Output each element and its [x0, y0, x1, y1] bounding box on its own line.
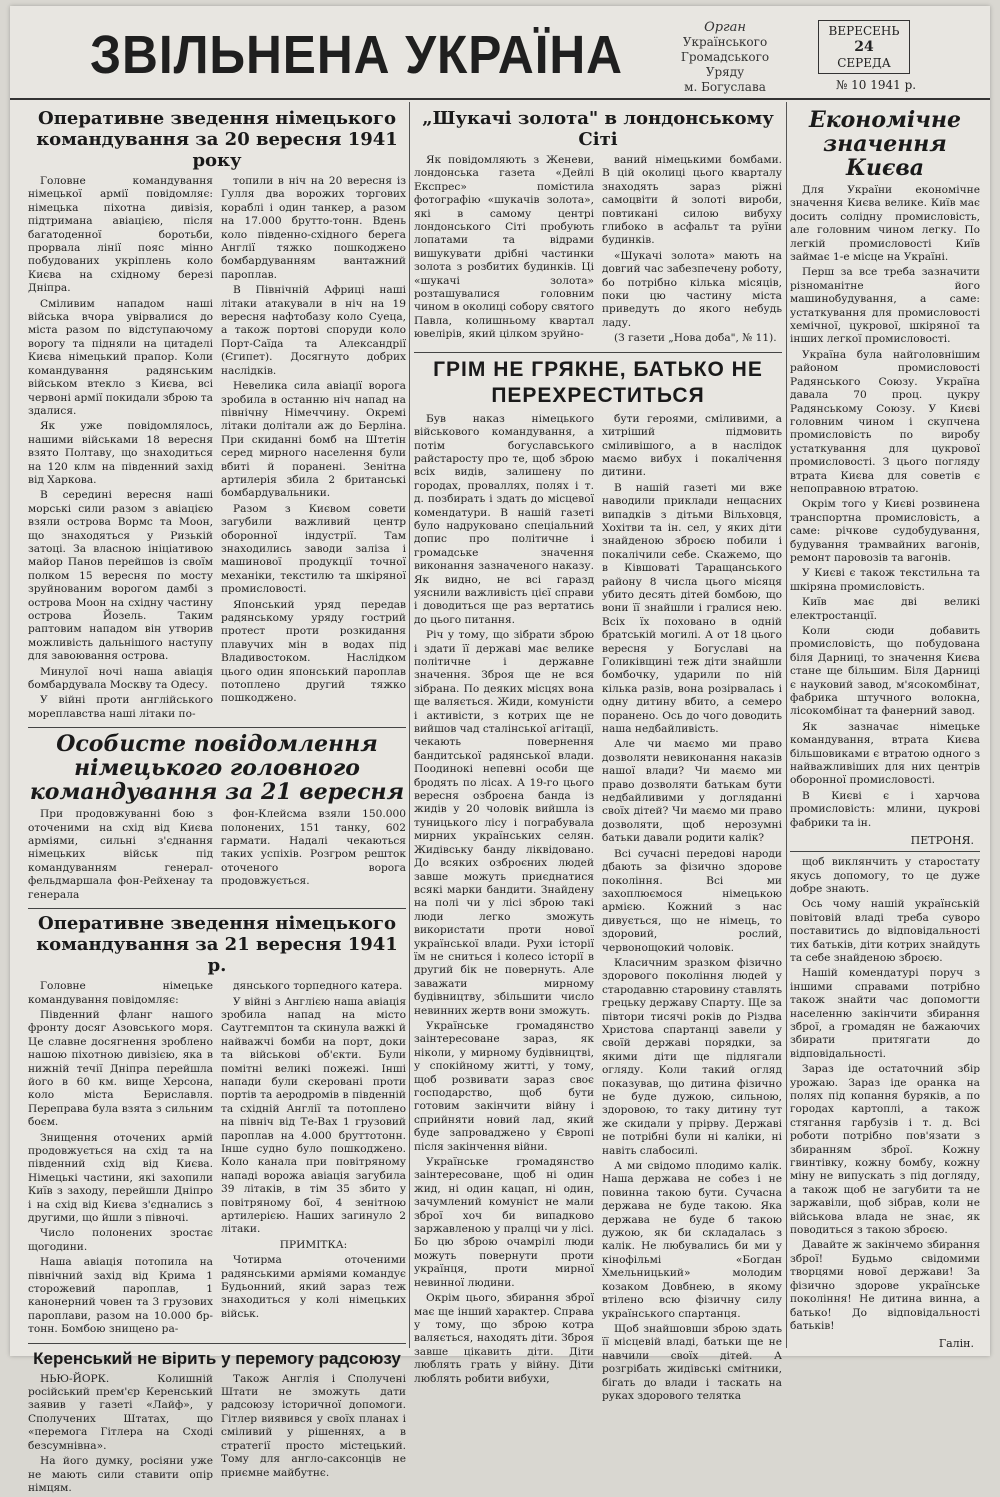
article [790, 108, 980, 847]
paragraph: Українське громадянство заінтересоване зараз, як ніколи, у мирному будівництві, у спокійному житті, у тому, щоб розвивати зараз своє господарство, щоб бути готовим закінчити війну і сприйняти новий лад, який буде запроваджено у Європі після закінчення війни. [414, 1019, 594, 1153]
article [28, 1348, 406, 1497]
paragraph: Японський уряд передав радянському уряду гострий протест проти розкидання плавучих мін в водах під Владивостоком. Наслідком цього один японський пароплав потоплено другий тяжко пошкоджено. [221, 598, 406, 705]
paragraph: Київ має дві великі електростанції. [790, 596, 980, 622]
paragraph: Зараз іде остаточний збір урожаю. Зараз іде оранка на полях під копання буряків, а по городах картоплі, а також стягання гарбузів і т. д. Всі роботи потрібно пов'язати з збиранням зброї. Кожну гвинтівку, кожну бомбу, кожну міну не випускать з під догляду, а також щоб не загубити та не заржавіли, щоб зібрав, коли не військова влада не знає, як поводиться з такою зброєю. [790, 1063, 980, 1237]
paragraph: В Північній Африці наші літаки атакували в ніч на 19 вересня нафтобазу коло Суеца, а також портові споруди коло Порт-Саїда та Александрії (Єгипет). Досягнуто добрих наслідків. [221, 284, 406, 377]
article [414, 108, 782, 348]
paragraph: Був наказ німецького військового командування, а потім богуславського райстаросту про те, щоб зброю всіх видів, залишену по городах, проваллях, полях і т. д. позбирать і здать до місцевої комендатури. В нашій газеті було надруковано спеціальний допис про політичне і громадське значення виконання зазначеного наказу. Як видно, не всі гаразд уяснили важливість цієї справи і доводиться ще раз вертатись до цього питання. [414, 412, 594, 626]
column-middle [414, 104, 782, 1402]
article-headline: ГРІМ НЕ ГРЯКНЕ, БАТЬКО НЕ ПЕРЕХРЕСТИТЬСЯ [433, 357, 763, 407]
author-signature: ПЕТРОНЯ. [910, 834, 974, 848]
paragraph: В Києві є і харчова промисловість: млини, цукрові фабрики та ін. [790, 789, 980, 829]
paragraph: Окрім того у Києві розвинена транспортна промисловість, а саме: річкове судобудування, будування трамвайних вагонів, ремонт паровозів та вагонів. [790, 498, 980, 564]
note-heading: ПРИМІТКА: [279, 1238, 348, 1251]
article-body [28, 980, 213, 1339]
rule [28, 1343, 406, 1344]
article-headline: Керенський не вірить у перемогу радсоюзу [33, 1348, 401, 1368]
article-body [28, 1373, 213, 1497]
paragraph: Але чи маємо ми право дозволяти невиконання наказів нашої влади? Чи маємо ми право дозволяти батькам бути недбайливими у догляданні своїх дітей? Чи маємо ми право дозволяти, щоб нерозумні батьки давали родити калік? [602, 738, 782, 845]
paragraph: Коли сюди добавить промисловість, що побудована біля Дарниці, то значення Києва стане ще більшим. Біля Дарниці є науковий завод, м'ясокомбінат, фабрика штучного волокна, лісокомбінат та фанерний завод. [790, 625, 980, 718]
masthead [10, 6, 990, 100]
paragraph: При продовжуванні бою з оточеними на схід від Києва арміями, сильні з'єднання німецьких військ під командуванням генерал-фельдмаршала фон-Рейхенау та генерала [28, 808, 213, 901]
paragraph: В нашій газеті ми вже наводили приклади нещасних випадків з дітьми Вільховця, Хохітви та ін. сел, у яких діти знайденою зброєю побили і покалічили себе. Скажемо, що в Ківшоваті Таращанського району 8 числа цього місяця убито десять дітей бомбою, що вони її знайшли і гралися нею. Всіх їх поховано в одній братській могилі. А от 18 цього вересня у Богуславі на Голиківщині теж діти знайшли бомбочку, ударили по ній кілька разів, вона розірвалась і одну дитину вбито, а семеро поранено. Ось до чого доводить наша недбайливість. [602, 481, 782, 736]
article-body [28, 808, 213, 904]
paragraph: У Києві є також текстильна та шкіряна промисловість. [790, 567, 980, 593]
column-divider [786, 102, 787, 1348]
paragraph: Щоб знайшовши зброю здать її місцевій владі, батьки ще не навчили своїх дітей. А розгрібать жидівські смітники, бігать до влади і таскать на руках здорового телятка [602, 1322, 782, 1402]
paragraph: Як зазначає німецьке командування, втрата Києва більшовиками є втратою одного з найважливіших для них центрів оборонної промисловості. [790, 720, 980, 787]
paragraph: Також Англія і Сполучені Штати не зможуть дати радсоюзу історичної допомоги. Гітлер виявився у своїх планах і сміливий у рішеннях, а в стратегії просто містецький. Тому для англо-саксонців не приємне майбутнє. [221, 1372, 406, 1479]
article-headline: Економічне значення Києва [808, 107, 962, 181]
paragraph: Невелика сила авіації ворога зробила в останню ніч напад на північну Німеччину. Окремі літаки долітали аж до Берліна. При скиданні бомб на Штетін серед мирного населення були вбиті й поранені. Зенітна артилерія збила 2 британські бомбардувальники. [221, 380, 406, 500]
rule [28, 908, 406, 909]
author-signature: Галін. [938, 1337, 974, 1351]
paragraph: Наша авіація потопила на північний захід від Крима 1 сторожевий пароплав, 1 канонерний човен та 3 грузових пароплави, разом на 10.000 бр-тонн. Бомбою знищено ра- [28, 1256, 213, 1336]
paragraph: А ми свідомо плодимо калік. Наша держава не собез і не повинна такою бути. Сучасна держава не буде такою. Яка держава не буде б такою дужою, як би складалась з калік. Не любувались би ми у кінофільмі «Богдан Хмельницький» молодим козаком Довбнею, в якому втілено всю фізичну силу українського спартанця. [602, 1160, 782, 1320]
paragraph: Минулої ночі наша авіація бомбардувала Москву та Одесу. [28, 665, 213, 692]
article [28, 913, 406, 1339]
organ-line: Українського [682, 35, 768, 49]
publisher-info [665, 20, 785, 95]
date-month: ВЕРЕСЕНЬ [828, 24, 900, 38]
column-divider [409, 102, 410, 1348]
article-body [414, 413, 594, 1406]
article-body [221, 175, 406, 723]
paragraph: Знищення оточених армій продовжується на схід та на південний схід від Києва. Німецькі частини, які захопили Київ з заходу, перейшли Дніпро і на схід від Києва з'єднались з другими, що йшли з півночі. [28, 1131, 213, 1224]
paragraph: щоб виклянчить у старостату якусь допомогу, то це дуже добре знають. [790, 856, 980, 895]
organ-line: Уряду [705, 65, 745, 79]
article-body [221, 808, 406, 904]
article-body [221, 1373, 406, 1497]
article-body [602, 154, 782, 348]
paragraph: Класичним зразком фізично здорового покоління людей у стародавню старовину ставлять грецьку державу Спарту. Ще за півтори тисячі років до Різдва Христова спартанці завели у своїй державі порядки, за якими діти ще підлягали огляду. Коли такий огляд показував, що дитина фізично не буде дужою, сильною, здоровою, то таку дитину тут же скидали у прірву. Державі не потрібні були ні каліки, ні навіть слабосилі. [602, 956, 782, 1157]
paragraph: У війні з Англією наша авіація зробила напад на місто Саутгемптон та скинула важкі й найважчі бомби на порт, доки та військові об'єкти. Були помітні великі пожежі. Інші напади були скеровані проти портів та аеродромів в південній та східній Англії та потоплено на північ від Те-Вах 1 грузовий пароплав на 4.000 бруттотонн. Інше судно було пошкоджено. Коло канала при повітряному нападі ворожа авіація загубила 39 літаків, в тім 35 збито у повітряному бої, 4 зенітною артилерією. Наших загинуло 2 літаки. [221, 995, 406, 1236]
newspaper-title: ЗВІЛЬНЕНА УКРАЇНА [90, 25, 623, 85]
paragraph: Головне німецьке командування повідомляє: [28, 980, 213, 1006]
rule [28, 727, 406, 728]
column-left [28, 104, 406, 1494]
article-body [28, 175, 213, 723]
paragraph: Давайте ж закінчемо збирання зброї! Будьмо свідомими творцями нової держави! За фізично здорове українське покоління! Не дитина винна, а батько! До відповідальності батьків! [790, 1239, 980, 1332]
organ-line: м. Богуслава [684, 80, 766, 94]
rule [414, 352, 782, 353]
article-continuation [790, 856, 980, 1350]
paragraph: Українське громадянство заінтересоване, щоб ні один жид, ні один кацап, ні один, зачумлений комуніст не мали зброї хоч би випадково заржавленою у пралці чи у лісі. Бо цю зброю очамрілі люди можуть повернути проти українця, проти мирної невинної людини. [414, 1156, 594, 1289]
source-line: (З газети „Нова доба", № 11). [614, 332, 777, 345]
organ-label: Орган [704, 20, 746, 35]
paragraph: Ось чому нашій українській повітовій владі треба суворо поставитись до відповідальності тих батьків, діти котрих знайдуть та себе знайденою зброєю. [790, 898, 980, 964]
paragraph: Україна була найголовнішим районом промисловості Радянського Союзу. Україна давала 70 проц. цукру Радянському Союзу. У Києві головним чином і скупчена промисловість по виробу устаткування для цукрової промисловості. З цього погляду втрата Києва для советів є непоправною втратою. [790, 348, 980, 495]
date-weekday: СЕРЕДА [837, 56, 891, 70]
article-body [414, 154, 594, 348]
paragraph: дянського торпедного катера. [233, 980, 403, 993]
article-headline: Особисте повідомлення німецького головного командування за 21 вересня [29, 731, 405, 806]
paragraph: В середині вересня наші морські сили разом з авіацією взяли острова Вормс та Моон, що знаходяться у Ризькій затоці. За власною ініціативою майор Панов перейшов із своїм полком 15 вересня по мосту зруйнованим ворогом дамбі з острова Моон на східну частину острова Йозель. Таким раптовим нападом він утворив можливість дальнішого наступу для завоювання острова. [28, 489, 213, 663]
paragraph: ваний німецькими бомбами. В цій околиці цього кварталу знаходять зараз ріжні самоцвіти й золоті вироби, повтикані силою вибуху глибоко в асфальт та руїни будинків. [602, 154, 782, 247]
paragraph: Окрім цього, збирання зброї має ще інший характер. Справа у тому, що зброю котра валяється, находять діти. Зброя завше цікавить діти. Діти люблять грать у війну. Діти люблять робити вибухи, [414, 1292, 594, 1385]
paragraph: фон-Клейсма взяли 150.000 полонених, 151 танку, 602 гармати. Надалі чекаються таких успіхів. Розгром решток оточеного ворога продовжується. [221, 808, 406, 888]
organ-line: Громадського [680, 50, 770, 64]
paragraph: Всі сучасні передові народи дбають за фізично здорове покоління. Всі ми захоплюємося німецькою армією. Кожний з нас дивується, що не німець, то здоровий, рослий, червонощокий чоловік. [602, 847, 782, 954]
paragraph: Число полонених зростає щогодини. [28, 1227, 213, 1253]
paragraph: НЬЮ-ЙОРК. Колишній російський прем'єр Керенський заявив у газеті «Лайф», у Сполучених Штатах, що «перемога Гітлера на Сході безсумнівна». [28, 1372, 213, 1452]
article [414, 357, 782, 1406]
issue-number: № 10 1941 р. [836, 78, 917, 92]
paragraph: Сміливим нападом наші війська вчора увірвалися до міста разом по відступаючому ворогу та підняли на цитаделі Києва німецький прапор. Коли командування радянським військом втекло з Києва, всі червоні армії покидали зброю та здалися. [28, 297, 213, 417]
paragraph: Нашій комендатурі поруч з іншими справами потрібно також знайти час допомогти населенню закінчити збирання зброї, а громадян не бажаючих збирати притягати до відповідальності. [790, 967, 980, 1060]
date-box [818, 20, 910, 74]
article-headline: „Шукачі золота" в лондонському Сіті [422, 108, 774, 150]
article-body [602, 413, 782, 1406]
paragraph: «Шукачі золота» мають на довгий час забезпечену роботу, бо потрібно кілька місяців, поки цю частину міста приведуть до якого небудь ладу. [602, 249, 782, 329]
date-day: 24 [854, 39, 874, 55]
paragraph: Перш за все треба зазначити різноманітне його машинобудування, а саме: устаткування для промисловості хемічної, цукрової, шкіряної та інших легкої промисловості. [790, 266, 980, 346]
paragraph: Головне командування німецької армії повідомляє: німецька піхотна дивізія, підтримана авіацією, після багатоденної боротьби, прорвала лінії пояс мінно побудованих укріплень коло Києва на східному березі Дніпра. [28, 175, 213, 295]
article [28, 108, 406, 723]
paragraph: Як повідомляють з Женеви, лондонська газета «Дейлі Експрес» помістила фотографію «шукачів золота», які в самому центрі лондонського Сіті пробують лопатами та відрами вишукувати дрібні частинки золота з розбитих будинків. Ці «шукачі золота» розташувалися головним чином в околиці собору святого Павла, колишньому квартал ювелірів, який цілком зруйно- [414, 154, 594, 341]
article [28, 732, 406, 904]
paragraph: Для України економічне значення Києва велике. Київ має досить солідну промисловість, але головним чином легку. По легкій промисловості Київ займає 1-е місце на Україні. [790, 184, 980, 264]
rule [790, 851, 980, 852]
paragraph: Південний фланг нашого фронту досяг Азовського моря. Це славне досягнення зроблено нашою піхотною дивізією, яка в нижній течії Дніпра перейшла його в 60 км. вище Херсона, коло міста Бериславля. Переправа була взята з сильним боєм. [28, 1008, 213, 1129]
paragraph: На його думку, росіяни уже не мають сили ставити опір німцям. [28, 1455, 213, 1494]
paragraph: Як уже повідомлялось, нашими військами 18 вересня взято Полтаву, що знаходиться на 120 клм на південний захід від Харкова. [28, 420, 213, 486]
paragraph: Разом з Києвом совети загубили важливий центр оборонної індустрії. Там знаходились заводи заліза і машинової продукції точної механіки, текстилю та шкіряної промисловості. [221, 502, 406, 596]
paragraph: Чотирма оточеними радянськими арміями командує Будьонний, який зараз теж знаходиться у колі німецьких військ. [221, 1254, 406, 1320]
article-body [221, 980, 406, 1339]
column-right [790, 104, 980, 1351]
article-headline: Оперативне зведення німецького командування за 21 вересня 1941 р. [36, 913, 398, 977]
article-headline: Оперативне зведення німецького командування за 20 вересня 1941 року [36, 108, 398, 171]
paragraph: У війні проти англійського мореплавства наші літаки по- [28, 694, 213, 720]
newspaper-page [10, 6, 990, 1494]
paragraph: бути героями, сміливими, а хитріший підмовить сміливішого, а в наслідок маємо вибух і покалічення дитини. [602, 412, 782, 479]
paragraph: Річ у тому, що зібрати зброю і здати її державі має велике політичне і державне значення. Зброя ще не вся зібрана. По деяких місцях вона ще валяється. Жиди, комуністи і активісти, з котрих ще не вийшов чад сталінської агітації, чекають повернення бандитської радянської влади. Поодинокі непевні особи ще бродять по лісах. А 19-го цього вересня озброєна банда із жидів у 20 чоловік вийшла із туницького лісу і пограбувала мирних українських селян. Жидівську банду ліквідовано. До всяких озброєних людей завше можуть приєднатися всякі марки бандити. Знайдену на полі чи у лісі зброю такі люди легко зможуть використати проти нової української влади. Рухи історії їм не сниться і колесо історії в другий бік не повернуть. Але заважати мирному будівництву, збільшити число невинних жертв вони зможуть. [414, 629, 594, 1017]
paragraph: топили в ніч на 20 вересня із Гулля два ворожих торгових кораблі і один танкер, а разом на 17.000 брутто-тонн. Вдень коло південно-східного берега Англії тяжко пошкоджено бомбардуванням вантажний пароплав. [221, 175, 406, 281]
